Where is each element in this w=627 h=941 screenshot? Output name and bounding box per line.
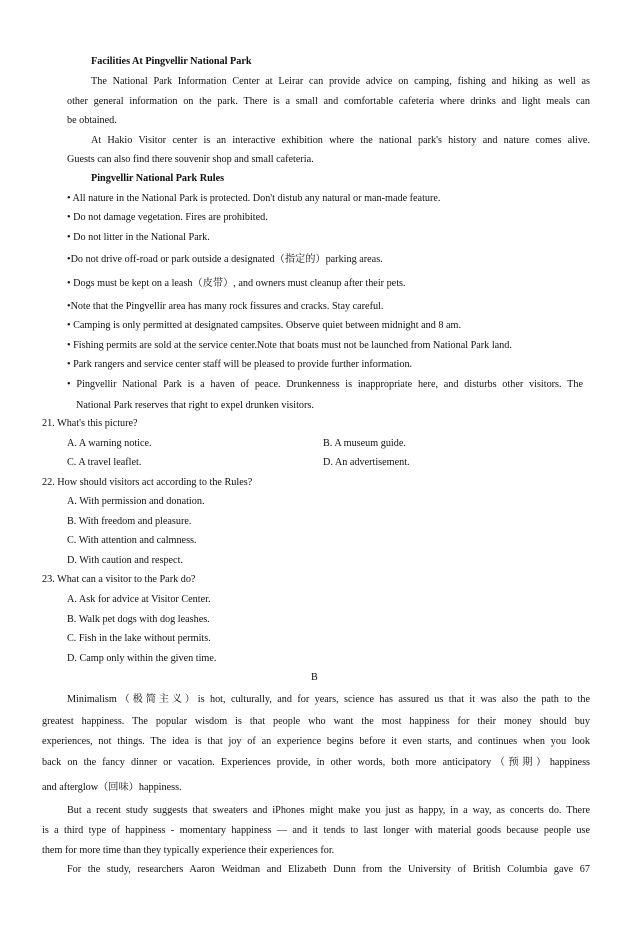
heading-rules: Pingvellir National Park Rules [91, 173, 225, 184]
answer-option[interactable]: B. With freedom and pleasure. [67, 516, 192, 527]
passage-b-para2-line: them for more time than they typically experience their experiences for. [42, 845, 335, 856]
rule-item: • Park rangers and service center staff will be pleased to provide further information. [67, 359, 413, 370]
answer-option[interactable]: A. A warning notice. [67, 438, 152, 449]
para1-line3: be obtained. [67, 115, 117, 126]
answer-option[interactable]: B. A museum guide. [323, 438, 406, 449]
answer-option[interactable]: C. Fish in the lake without permits. [67, 633, 211, 644]
answer-option[interactable]: A. Ask for advice at Visitor Center. [67, 594, 211, 605]
para2-line2: Guests can also find there souvenir shop and small cafeteria. [67, 154, 314, 165]
rule-item: • Camping is only permitted at designated campsites. Observe quiet between midnight and 8 am. [67, 320, 461, 331]
rule-item-continued: National Park reserves that right to expel drunken visitors. [76, 400, 314, 411]
section-label-b: B [311, 672, 318, 683]
answer-option[interactable]: B. Walk pet dogs with dog leashes. [67, 614, 210, 625]
passage-b-para2-line: is a third type of happiness - momentary happiness — and it tends to last longer with material goods because people use [42, 825, 590, 836]
rule-item: • All nature in the National Park is protected. Don't distub any natural or man-made feature. [67, 193, 441, 204]
passage-b-para2-line: But a recent study suggests that sweaters and iPhones might make you just as happy, in a way, as concerts do. There [67, 805, 590, 816]
para1-line1: The National Park Information Center at Leirar can provide advice on camping, fishing and hiking as well as [91, 76, 590, 87]
answer-option[interactable]: C. With attention and calmness. [67, 535, 197, 546]
rule-item: • Do not damage vegetation. Fires are prohibited. [67, 212, 268, 223]
question-stem: 21. What's this picture? [42, 418, 138, 429]
para1-line2: other general information on the park. There is a small and comfortable cafeteria where drinks and light meals can [67, 96, 590, 107]
answer-option[interactable]: D. An advertisement. [323, 457, 410, 468]
passage-b-para1-line: Minimalism（极简主义）is hot, culturally, and for years, science has assured us that it was also the path to the [67, 694, 590, 705]
rule-item: •Note that the Pingvellir area has many rock fissures and cracks. Stay careful. [67, 301, 384, 312]
rule-item: • Fishing permits are sold at the service center.Note that boats must not be launched from National Park land. [67, 340, 512, 351]
question-stem: 22. How should visitors act according to the Rules? [42, 477, 253, 488]
passage-b-para1-line: and afterglow（回味）happiness. [42, 782, 182, 793]
rule-item: • Pingvellir National Park is a haven of peace. Drunkenness is inappropriate here, and disturbs other visitors. The [67, 379, 583, 390]
answer-option[interactable]: D. Camp only within the given time. [67, 653, 217, 664]
passage-b-para1-line: back on the fancy dinner or vacation. Experiences provide, in other words, both more anticipatory（预期）happiness [42, 757, 590, 768]
passage-b-para1-line: experiences, not things. The idea is that joy of an experience begins before it even starts, and continues when you look [42, 736, 590, 747]
passage-b-para3-line: For the study, researchers Aaron Weidman and Elizabeth Dunn from the University of British Columbia gave 67 [67, 864, 590, 875]
answer-option[interactable]: C. A travel leaflet. [67, 457, 142, 468]
rule-item: •Do not drive off-road or park outside a designated（指定的）parking areas. [67, 254, 383, 265]
heading-facilities: Facilities At Pingvellir National Park [91, 56, 252, 67]
answer-option[interactable]: A. With permission and donation. [67, 496, 205, 507]
answer-option[interactable]: D. With caution and respect. [67, 555, 183, 566]
para2-line1: At Hakio Visitor center is an interactive exhibition where the national park's history and nature comes alive. [91, 135, 590, 146]
question-stem: 23. What can a visitor to the Park do? [42, 574, 196, 585]
passage-b-para1-line: greatest happiness. The popular wisdom is that people who want the most happiness for their money should buy [42, 716, 590, 727]
rule-item: • Do not litter in the National Park. [67, 232, 210, 243]
rule-item: • Dogs must be kept on a leash（皮带）, and owners must cleanup after their pets. [67, 278, 406, 289]
